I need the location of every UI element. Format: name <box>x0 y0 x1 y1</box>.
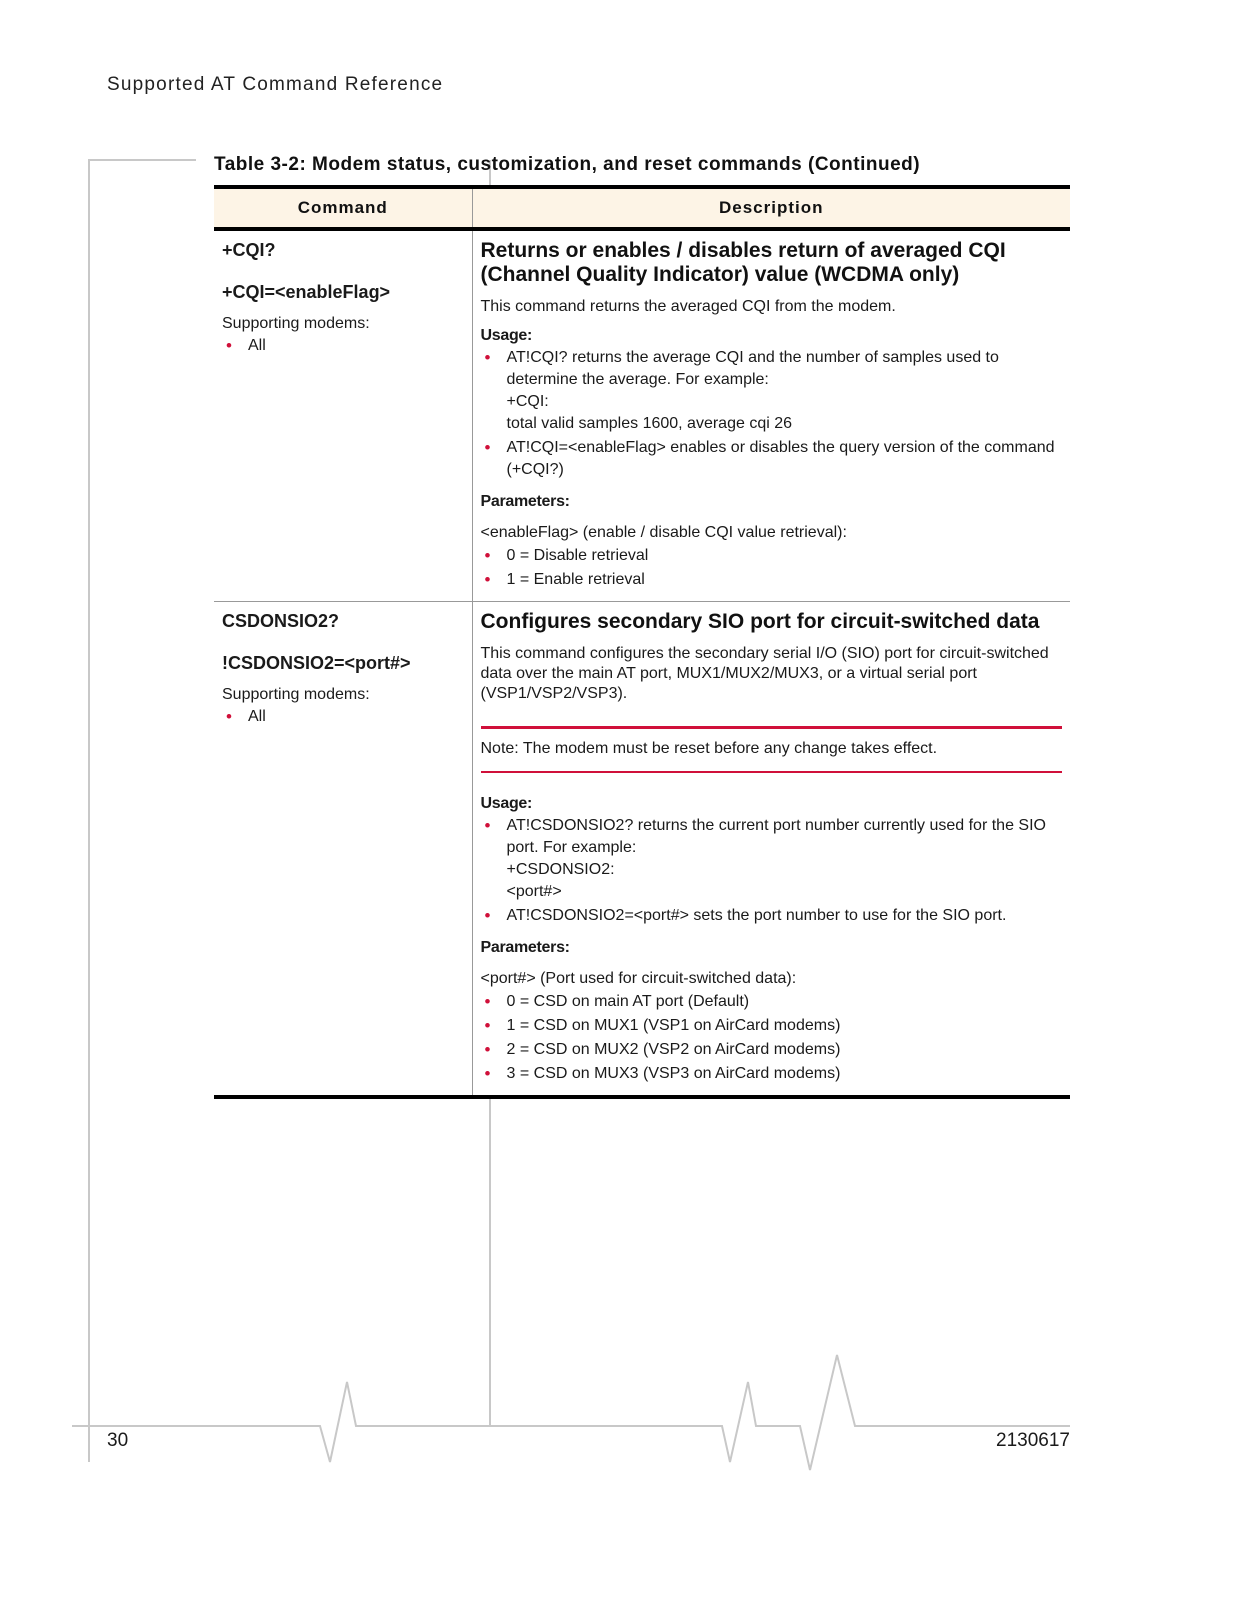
bullet-icon: • <box>484 1064 491 1083</box>
usage-heading: Usage: <box>480 327 533 344</box>
bullet-icon: • <box>484 1040 491 1059</box>
description-title: Configures secondary SIO port for circuit-switched data <box>480 610 1040 633</box>
list-item: • AT!CQI? returns the average CQI and the number of samples used to determine the average. For example: +CQI: total valid samples 1600, average cqi 26 <box>484 348 999 432</box>
usage-list <box>481 815 1063 927</box>
table-header-row <box>214 187 1070 229</box>
list-item: • AT!CSDONSIO2=<port#> sets the port number to use for the SIO port. <box>484 906 1007 925</box>
description-title: Returns or enables / disables return of averaged CQI (Channel Quality Indicator) value (WCDMA only) <box>480 239 1006 286</box>
command-name: +CQI? <box>222 240 276 260</box>
bullet-icon: • <box>484 348 491 367</box>
bullet-icon: • <box>484 570 491 589</box>
parameter-intro: <enableFlag> (enable / disable CQI value retrieval): <box>480 524 847 541</box>
description-intro: This command returns the averaged CQI from the modem. <box>480 298 896 315</box>
list-item: • 0 = Disable retrieval <box>484 546 649 565</box>
command-name: +CQI=<enableFlag> <box>222 282 391 302</box>
command-name: !CSDONSIO2=<port#> <box>222 653 411 673</box>
note-box: Note: The modem must be reset before any change takes effect. <box>481 726 1063 773</box>
parameter-list <box>481 545 1063 591</box>
parameters-heading: Parameters: <box>480 939 570 956</box>
command-cell <box>214 602 472 1098</box>
bullet-icon: • <box>226 707 232 726</box>
page-number: 30 <box>107 1430 129 1451</box>
bullet-icon: • <box>484 992 491 1011</box>
command-table <box>214 185 1070 1099</box>
parameters-heading: Parameters: <box>480 493 570 510</box>
document-number: 2130617 <box>996 1430 1070 1451</box>
supporting-modems-label: Supporting modems: <box>222 686 370 703</box>
usage-list <box>481 347 1063 481</box>
list-item: • AT!CSDONSIO2? returns the current port number currently used for the SIO port. For example: +CSDONSIO2: <port#> <box>484 816 1046 900</box>
table-row <box>214 602 1070 1098</box>
list-item: • 1 = Enable retrieval <box>484 570 645 589</box>
column-header-command: Command <box>214 187 472 229</box>
bullet-icon: • <box>484 438 491 457</box>
bullet-icon: • <box>484 906 491 925</box>
bullet-icon: • <box>484 816 491 835</box>
bullet-icon: • <box>484 546 491 565</box>
description-cell <box>472 602 1070 1098</box>
modem-list <box>222 335 464 357</box>
column-header-description: Description <box>472 187 1070 229</box>
list-item: • 2 = CSD on MUX2 (VSP2 on AirCard modems) <box>484 1040 841 1059</box>
bullet-icon: • <box>226 336 232 355</box>
description-intro: This command configures the secondary serial I/O (SIO) port for circuit-switched data over the main AT port, MUX1/MUX2/MUX3, or a virtual serial port (VSP1/VSP2/VSP3). <box>480 645 1049 702</box>
command-name: CSDONSIO2? <box>222 611 340 631</box>
supporting-modems-label: Supporting modems: <box>222 315 370 332</box>
table-row <box>214 229 1070 602</box>
modem-list <box>222 706 464 728</box>
list-item: • 1 = CSD on MUX1 (VSP1 on AirCard modems) <box>484 1016 841 1035</box>
parameter-intro: <port#> (Port used for circuit-switched data): <box>480 970 797 987</box>
list-item: • All <box>226 707 266 726</box>
parameter-list <box>481 991 1063 1085</box>
list-item: • All <box>226 336 266 355</box>
table-caption: Table 3-2: Modem status, customization, and reset commands (Continued) <box>214 154 921 175</box>
running-header: Supported AT Command Reference <box>107 74 444 95</box>
description-cell <box>472 229 1070 602</box>
list-item: • 3 = CSD on MUX3 (VSP3 on AirCard modems) <box>484 1064 841 1083</box>
list-item: • AT!CQI=<enableFlag> enables or disables the query version of the command (+CQI?) <box>484 438 1055 478</box>
command-cell <box>214 229 472 602</box>
list-item: • 0 = CSD on main AT port (Default) <box>484 992 750 1011</box>
bullet-icon: • <box>484 1016 491 1035</box>
usage-heading: Usage: <box>480 795 533 812</box>
